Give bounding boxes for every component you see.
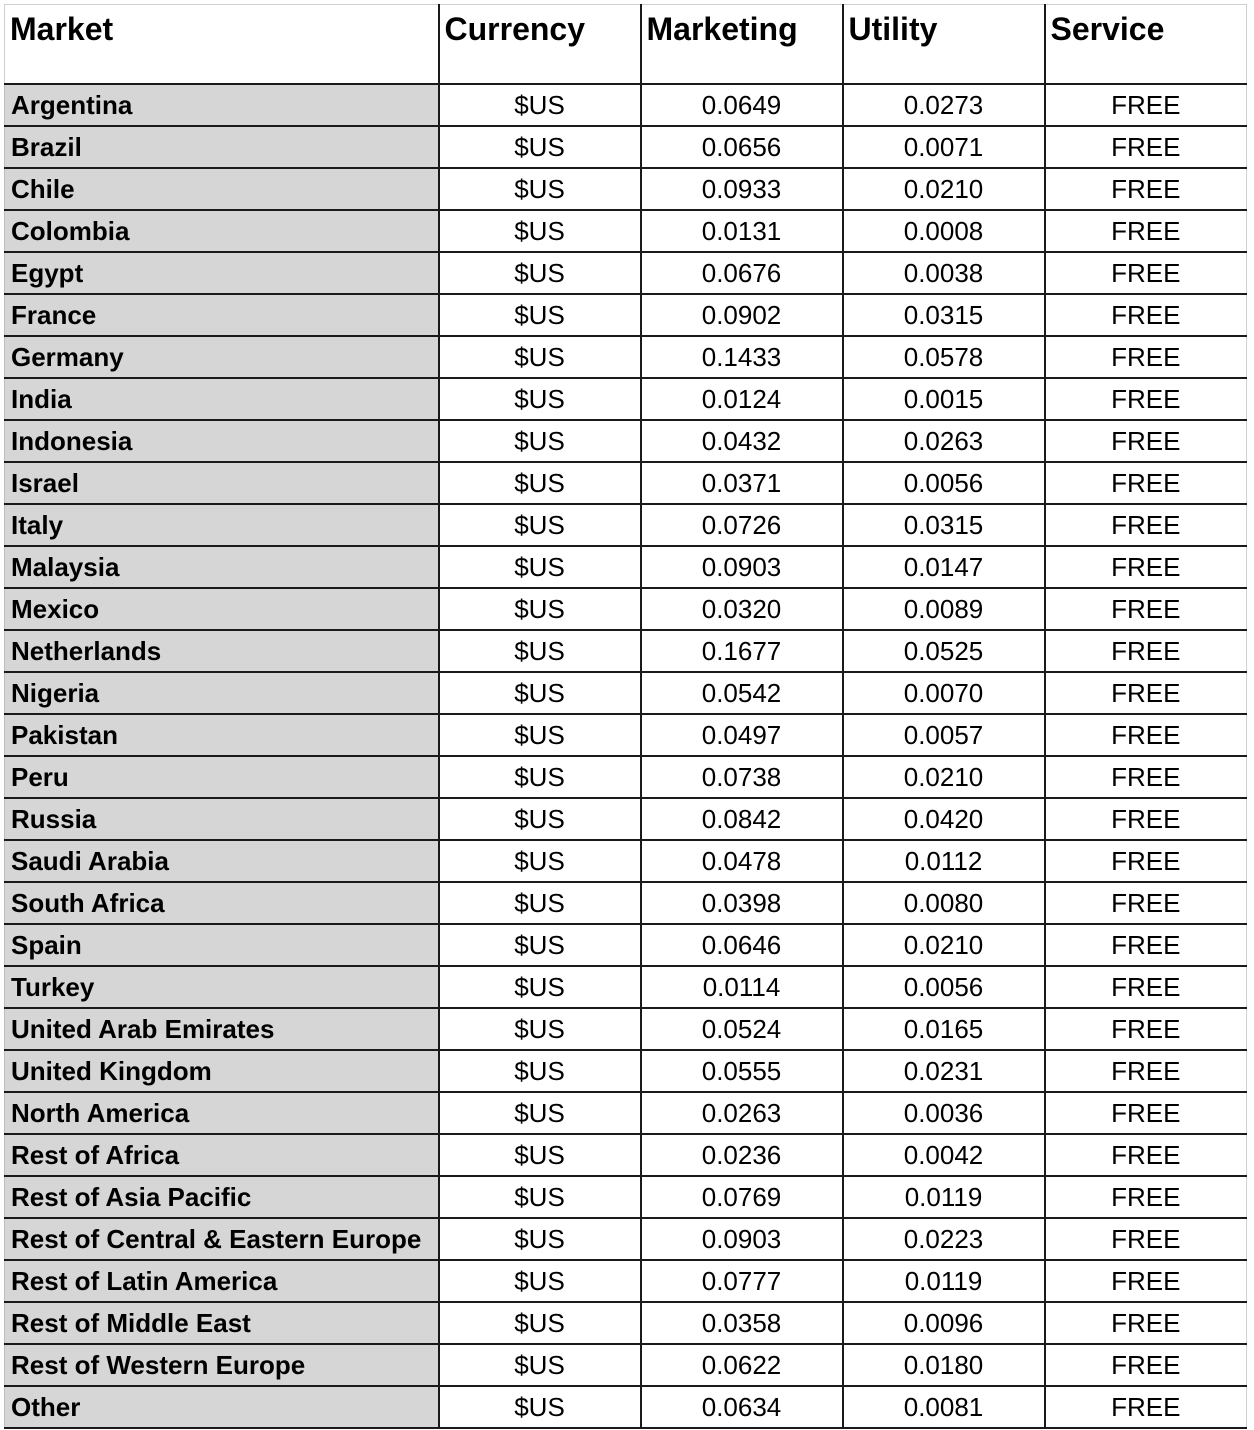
table-body xyxy=(5,84,1247,1428)
table-row xyxy=(5,756,1247,798)
table-row xyxy=(5,630,1247,672)
market-cell[interactable]: Brazil xyxy=(5,126,439,168)
currency-cell[interactable]: $US xyxy=(439,1008,641,1050)
currency-cell[interactable]: $US xyxy=(439,378,641,420)
service-rate-cell[interactable]: FREE xyxy=(1045,1260,1247,1302)
service-rate-cell[interactable]: FREE xyxy=(1045,1344,1247,1386)
service-rate-cell[interactable]: FREE xyxy=(1045,798,1247,840)
header-row xyxy=(5,5,1247,85)
table-row xyxy=(5,294,1247,336)
service-rate-cell[interactable]: FREE xyxy=(1045,1218,1247,1260)
marketing-rate-cell[interactable]: 0.0542 xyxy=(641,672,843,714)
marketing-rate-cell[interactable]: 0.0777 xyxy=(641,1260,843,1302)
marketing-rate-cell[interactable]: 0.0656 xyxy=(641,126,843,168)
service-rate-cell[interactable]: FREE xyxy=(1045,462,1247,504)
market-cell[interactable]: Saudi Arabia xyxy=(5,840,439,882)
table-row xyxy=(5,1092,1247,1134)
table-header xyxy=(5,5,1247,85)
marketing-rate-cell[interactable]: 0.0114 xyxy=(641,966,843,1008)
market-cell[interactable]: Argentina xyxy=(5,84,439,126)
marketing-rate-cell[interactable]: 0.0903 xyxy=(641,546,843,588)
currency-cell[interactable]: $US xyxy=(439,924,641,966)
market-cell[interactable]: Indonesia xyxy=(5,420,439,462)
header-market[interactable]: Market xyxy=(5,5,439,85)
service-rate-cell[interactable]: FREE xyxy=(1045,924,1247,966)
marketing-rate-cell[interactable]: 0.0555 xyxy=(641,1050,843,1092)
market-cell[interactable]: Rest of Africa xyxy=(5,1134,439,1176)
currency-cell[interactable]: $US xyxy=(439,714,641,756)
market-cell[interactable]: Rest of Middle East xyxy=(5,1302,439,1344)
service-rate-cell[interactable]: FREE xyxy=(1045,588,1247,630)
marketing-rate-cell[interactable]: 0.0622 xyxy=(641,1344,843,1386)
market-cell[interactable]: Spain xyxy=(5,924,439,966)
utility-rate-cell[interactable]: 0.0080 xyxy=(843,882,1045,924)
marketing-rate-cell[interactable]: 0.0524 xyxy=(641,1008,843,1050)
market-cell[interactable]: Other xyxy=(5,1386,439,1428)
utility-rate-cell[interactable]: 0.0180 xyxy=(843,1344,1045,1386)
service-rate-cell[interactable]: FREE xyxy=(1045,126,1247,168)
market-cell[interactable]: Mexico xyxy=(5,588,439,630)
currency-cell[interactable]: $US xyxy=(439,1344,641,1386)
currency-cell[interactable]: $US xyxy=(439,336,641,378)
table-row xyxy=(5,714,1247,756)
market-cell[interactable]: Peru xyxy=(5,756,439,798)
currency-cell[interactable]: $US xyxy=(439,966,641,1008)
marketing-rate-cell[interactable]: 0.0398 xyxy=(641,882,843,924)
marketing-rate-cell[interactable]: 0.0371 xyxy=(641,462,843,504)
table-row xyxy=(5,1344,1247,1386)
table-row xyxy=(5,1260,1247,1302)
utility-rate-cell[interactable]: 0.0420 xyxy=(843,798,1045,840)
table-row xyxy=(5,336,1247,378)
table-row xyxy=(5,168,1247,210)
table-row xyxy=(5,1218,1247,1260)
utility-rate-cell[interactable]: 0.0263 xyxy=(843,420,1045,462)
marketing-rate-cell[interactable]: 0.1677 xyxy=(641,630,843,672)
service-rate-cell[interactable]: FREE xyxy=(1045,1134,1247,1176)
service-rate-cell[interactable]: FREE xyxy=(1045,504,1247,546)
market-cell[interactable]: South Africa xyxy=(5,882,439,924)
service-rate-cell[interactable]: FREE xyxy=(1045,1176,1247,1218)
marketing-rate-cell[interactable]: 0.0236 xyxy=(641,1134,843,1176)
pricing-table xyxy=(4,4,1247,1429)
market-cell[interactable]: Pakistan xyxy=(5,714,439,756)
utility-rate-cell[interactable]: 0.0147 xyxy=(843,546,1045,588)
service-rate-cell[interactable]: FREE xyxy=(1045,420,1247,462)
market-cell[interactable]: Germany xyxy=(5,336,439,378)
utility-rate-cell[interactable]: 0.0578 xyxy=(843,336,1045,378)
currency-cell[interactable]: $US xyxy=(439,462,641,504)
market-cell[interactable]: Nigeria xyxy=(5,672,439,714)
service-rate-cell[interactable]: FREE xyxy=(1045,294,1247,336)
marketing-rate-cell[interactable]: 0.0263 xyxy=(641,1092,843,1134)
table-row xyxy=(5,126,1247,168)
table-row xyxy=(5,1008,1247,1050)
table-row xyxy=(5,378,1247,420)
service-rate-cell[interactable]: FREE xyxy=(1045,966,1247,1008)
marketing-rate-cell[interactable]: 0.0769 xyxy=(641,1176,843,1218)
service-rate-cell[interactable]: FREE xyxy=(1045,1008,1247,1050)
currency-cell[interactable]: $US xyxy=(439,126,641,168)
table-row xyxy=(5,924,1247,966)
table-row xyxy=(5,840,1247,882)
currency-cell[interactable]: $US xyxy=(439,294,641,336)
utility-rate-cell[interactable]: 0.0057 xyxy=(843,714,1045,756)
currency-cell[interactable]: $US xyxy=(439,1092,641,1134)
market-cell[interactable]: France xyxy=(5,294,439,336)
marketing-rate-cell[interactable]: 0.0646 xyxy=(641,924,843,966)
currency-cell[interactable]: $US xyxy=(439,756,641,798)
utility-rate-cell[interactable]: 0.0119 xyxy=(843,1176,1045,1218)
market-cell[interactable]: North America xyxy=(5,1092,439,1134)
marketing-rate-cell[interactable]: 0.0933 xyxy=(641,168,843,210)
currency-cell[interactable]: $US xyxy=(439,1218,641,1260)
utility-rate-cell[interactable]: 0.0112 xyxy=(843,840,1045,882)
marketing-rate-cell[interactable]: 0.0726 xyxy=(641,504,843,546)
marketing-rate-cell[interactable]: 0.0124 xyxy=(641,378,843,420)
utility-rate-cell[interactable]: 0.0273 xyxy=(843,84,1045,126)
utility-rate-cell[interactable]: 0.0081 xyxy=(843,1386,1045,1428)
currency-cell[interactable]: $US xyxy=(439,168,641,210)
market-cell[interactable]: Turkey xyxy=(5,966,439,1008)
table-row xyxy=(5,798,1247,840)
marketing-rate-cell[interactable]: 0.0478 xyxy=(641,840,843,882)
table-row xyxy=(5,1134,1247,1176)
marketing-rate-cell[interactable]: 0.0634 xyxy=(641,1386,843,1428)
currency-cell[interactable]: $US xyxy=(439,1302,641,1344)
utility-rate-cell[interactable]: 0.0223 xyxy=(843,1218,1045,1260)
currency-cell[interactable]: $US xyxy=(439,588,641,630)
table-row xyxy=(5,546,1247,588)
table-row xyxy=(5,1302,1247,1344)
utility-rate-cell[interactable]: 0.0165 xyxy=(843,1008,1045,1050)
table-row xyxy=(5,462,1247,504)
service-rate-cell[interactable]: FREE xyxy=(1045,210,1247,252)
utility-rate-cell[interactable]: 0.0210 xyxy=(843,924,1045,966)
utility-rate-cell[interactable]: 0.0070 xyxy=(843,672,1045,714)
currency-cell[interactable]: $US xyxy=(439,798,641,840)
table-row xyxy=(5,1176,1247,1218)
service-rate-cell[interactable]: FREE xyxy=(1045,882,1247,924)
marketing-rate-cell[interactable]: 0.0902 xyxy=(641,294,843,336)
marketing-rate-cell[interactable]: 0.0903 xyxy=(641,1218,843,1260)
currency-cell[interactable]: $US xyxy=(439,1176,641,1218)
currency-cell[interactable]: $US xyxy=(439,1386,641,1428)
market-cell[interactable]: Chile xyxy=(5,168,439,210)
currency-cell[interactable]: $US xyxy=(439,546,641,588)
service-rate-cell[interactable]: FREE xyxy=(1045,378,1247,420)
service-rate-cell[interactable]: FREE xyxy=(1045,1302,1247,1344)
market-cell[interactable]: Malaysia xyxy=(5,546,439,588)
service-rate-cell[interactable]: FREE xyxy=(1045,336,1247,378)
utility-rate-cell[interactable]: 0.0008 xyxy=(843,210,1045,252)
utility-rate-cell[interactable]: 0.0210 xyxy=(843,168,1045,210)
marketing-rate-cell[interactable]: 0.1433 xyxy=(641,336,843,378)
utility-rate-cell[interactable]: 0.0315 xyxy=(843,504,1045,546)
marketing-rate-cell[interactable]: 0.0842 xyxy=(641,798,843,840)
marketing-rate-cell[interactable]: 0.0649 xyxy=(641,84,843,126)
utility-rate-cell[interactable]: 0.0231 xyxy=(843,1050,1045,1092)
table-row xyxy=(5,1386,1247,1428)
market-cell[interactable]: Israel xyxy=(5,462,439,504)
currency-cell[interactable]: $US xyxy=(439,1134,641,1176)
utility-rate-cell[interactable]: 0.0056 xyxy=(843,966,1045,1008)
currency-cell[interactable]: $US xyxy=(439,1260,641,1302)
table-row xyxy=(5,210,1247,252)
header-marketing[interactable]: Marketing xyxy=(641,5,843,85)
table-row xyxy=(5,882,1247,924)
currency-cell[interactable]: $US xyxy=(439,210,641,252)
market-cell[interactable]: Rest of Latin America xyxy=(5,1260,439,1302)
table-row xyxy=(5,252,1247,294)
currency-cell[interactable]: $US xyxy=(439,672,641,714)
service-rate-cell[interactable]: FREE xyxy=(1045,840,1247,882)
marketing-rate-cell[interactable]: 0.0497 xyxy=(641,714,843,756)
market-cell[interactable]: Russia xyxy=(5,798,439,840)
market-cell[interactable]: United Arab Emirates xyxy=(5,1008,439,1050)
service-rate-cell[interactable]: FREE xyxy=(1045,168,1247,210)
utility-rate-cell[interactable]: 0.0056 xyxy=(843,462,1045,504)
service-rate-cell[interactable]: FREE xyxy=(1045,546,1247,588)
market-cell[interactable]: Rest of Western Europe xyxy=(5,1344,439,1386)
marketing-rate-cell[interactable]: 0.0131 xyxy=(641,210,843,252)
service-rate-cell[interactable]: FREE xyxy=(1045,252,1247,294)
marketing-rate-cell[interactable]: 0.0358 xyxy=(641,1302,843,1344)
table-row xyxy=(5,1050,1247,1092)
market-cell[interactable]: United Kingdom xyxy=(5,1050,439,1092)
table-row xyxy=(5,966,1247,1008)
table-row xyxy=(5,672,1247,714)
utility-rate-cell[interactable]: 0.0119 xyxy=(843,1260,1045,1302)
currency-cell[interactable]: $US xyxy=(439,882,641,924)
utility-rate-cell[interactable]: 0.0096 xyxy=(843,1302,1045,1344)
currency-cell[interactable]: $US xyxy=(439,840,641,882)
currency-cell[interactable]: $US xyxy=(439,504,641,546)
market-cell[interactable]: Netherlands xyxy=(5,630,439,672)
service-rate-cell[interactable]: FREE xyxy=(1045,714,1247,756)
utility-rate-cell[interactable]: 0.0210 xyxy=(843,756,1045,798)
marketing-rate-cell[interactable]: 0.0676 xyxy=(641,252,843,294)
marketing-rate-cell[interactable]: 0.0738 xyxy=(641,756,843,798)
service-rate-cell[interactable]: FREE xyxy=(1045,672,1247,714)
service-rate-cell[interactable]: FREE xyxy=(1045,630,1247,672)
currency-cell[interactable]: $US xyxy=(439,84,641,126)
market-cell[interactable]: Egypt xyxy=(5,252,439,294)
table-row xyxy=(5,504,1247,546)
header-currency[interactable]: Currency xyxy=(439,5,641,85)
utility-rate-cell[interactable]: 0.0315 xyxy=(843,294,1045,336)
market-cell[interactable]: India xyxy=(5,378,439,420)
service-rate-cell[interactable]: FREE xyxy=(1045,1386,1247,1428)
service-rate-cell[interactable]: FREE xyxy=(1045,1050,1247,1092)
market-cell[interactable]: Colombia xyxy=(5,210,439,252)
utility-rate-cell[interactable]: 0.0036 xyxy=(843,1092,1045,1134)
header-utility[interactable]: Utility xyxy=(843,5,1045,85)
table-row xyxy=(5,84,1247,126)
market-cell[interactable]: Italy xyxy=(5,504,439,546)
service-rate-cell[interactable]: FREE xyxy=(1045,84,1247,126)
table-row xyxy=(5,420,1247,462)
table-row xyxy=(5,588,1247,630)
currency-cell[interactable]: $US xyxy=(439,630,641,672)
marketing-rate-cell[interactable]: 0.0432 xyxy=(641,420,843,462)
currency-cell[interactable]: $US xyxy=(439,1050,641,1092)
header-service[interactable]: Service xyxy=(1045,5,1247,85)
currency-cell[interactable]: $US xyxy=(439,252,641,294)
utility-rate-cell[interactable]: 0.0071 xyxy=(843,126,1045,168)
service-rate-cell[interactable]: FREE xyxy=(1045,1092,1247,1134)
marketing-rate-cell[interactable]: 0.0320 xyxy=(641,588,843,630)
market-cell[interactable]: Rest of Asia Pacific xyxy=(5,1176,439,1218)
utility-rate-cell[interactable]: 0.0038 xyxy=(843,252,1045,294)
market-cell[interactable]: Rest of Central & Eastern Europe xyxy=(5,1218,439,1260)
utility-rate-cell[interactable]: 0.0042 xyxy=(843,1134,1045,1176)
utility-rate-cell[interactable]: 0.0089 xyxy=(843,588,1045,630)
service-rate-cell[interactable]: FREE xyxy=(1045,756,1247,798)
utility-rate-cell[interactable]: 0.0525 xyxy=(843,630,1045,672)
utility-rate-cell[interactable]: 0.0015 xyxy=(843,378,1045,420)
currency-cell[interactable]: $US xyxy=(439,420,641,462)
